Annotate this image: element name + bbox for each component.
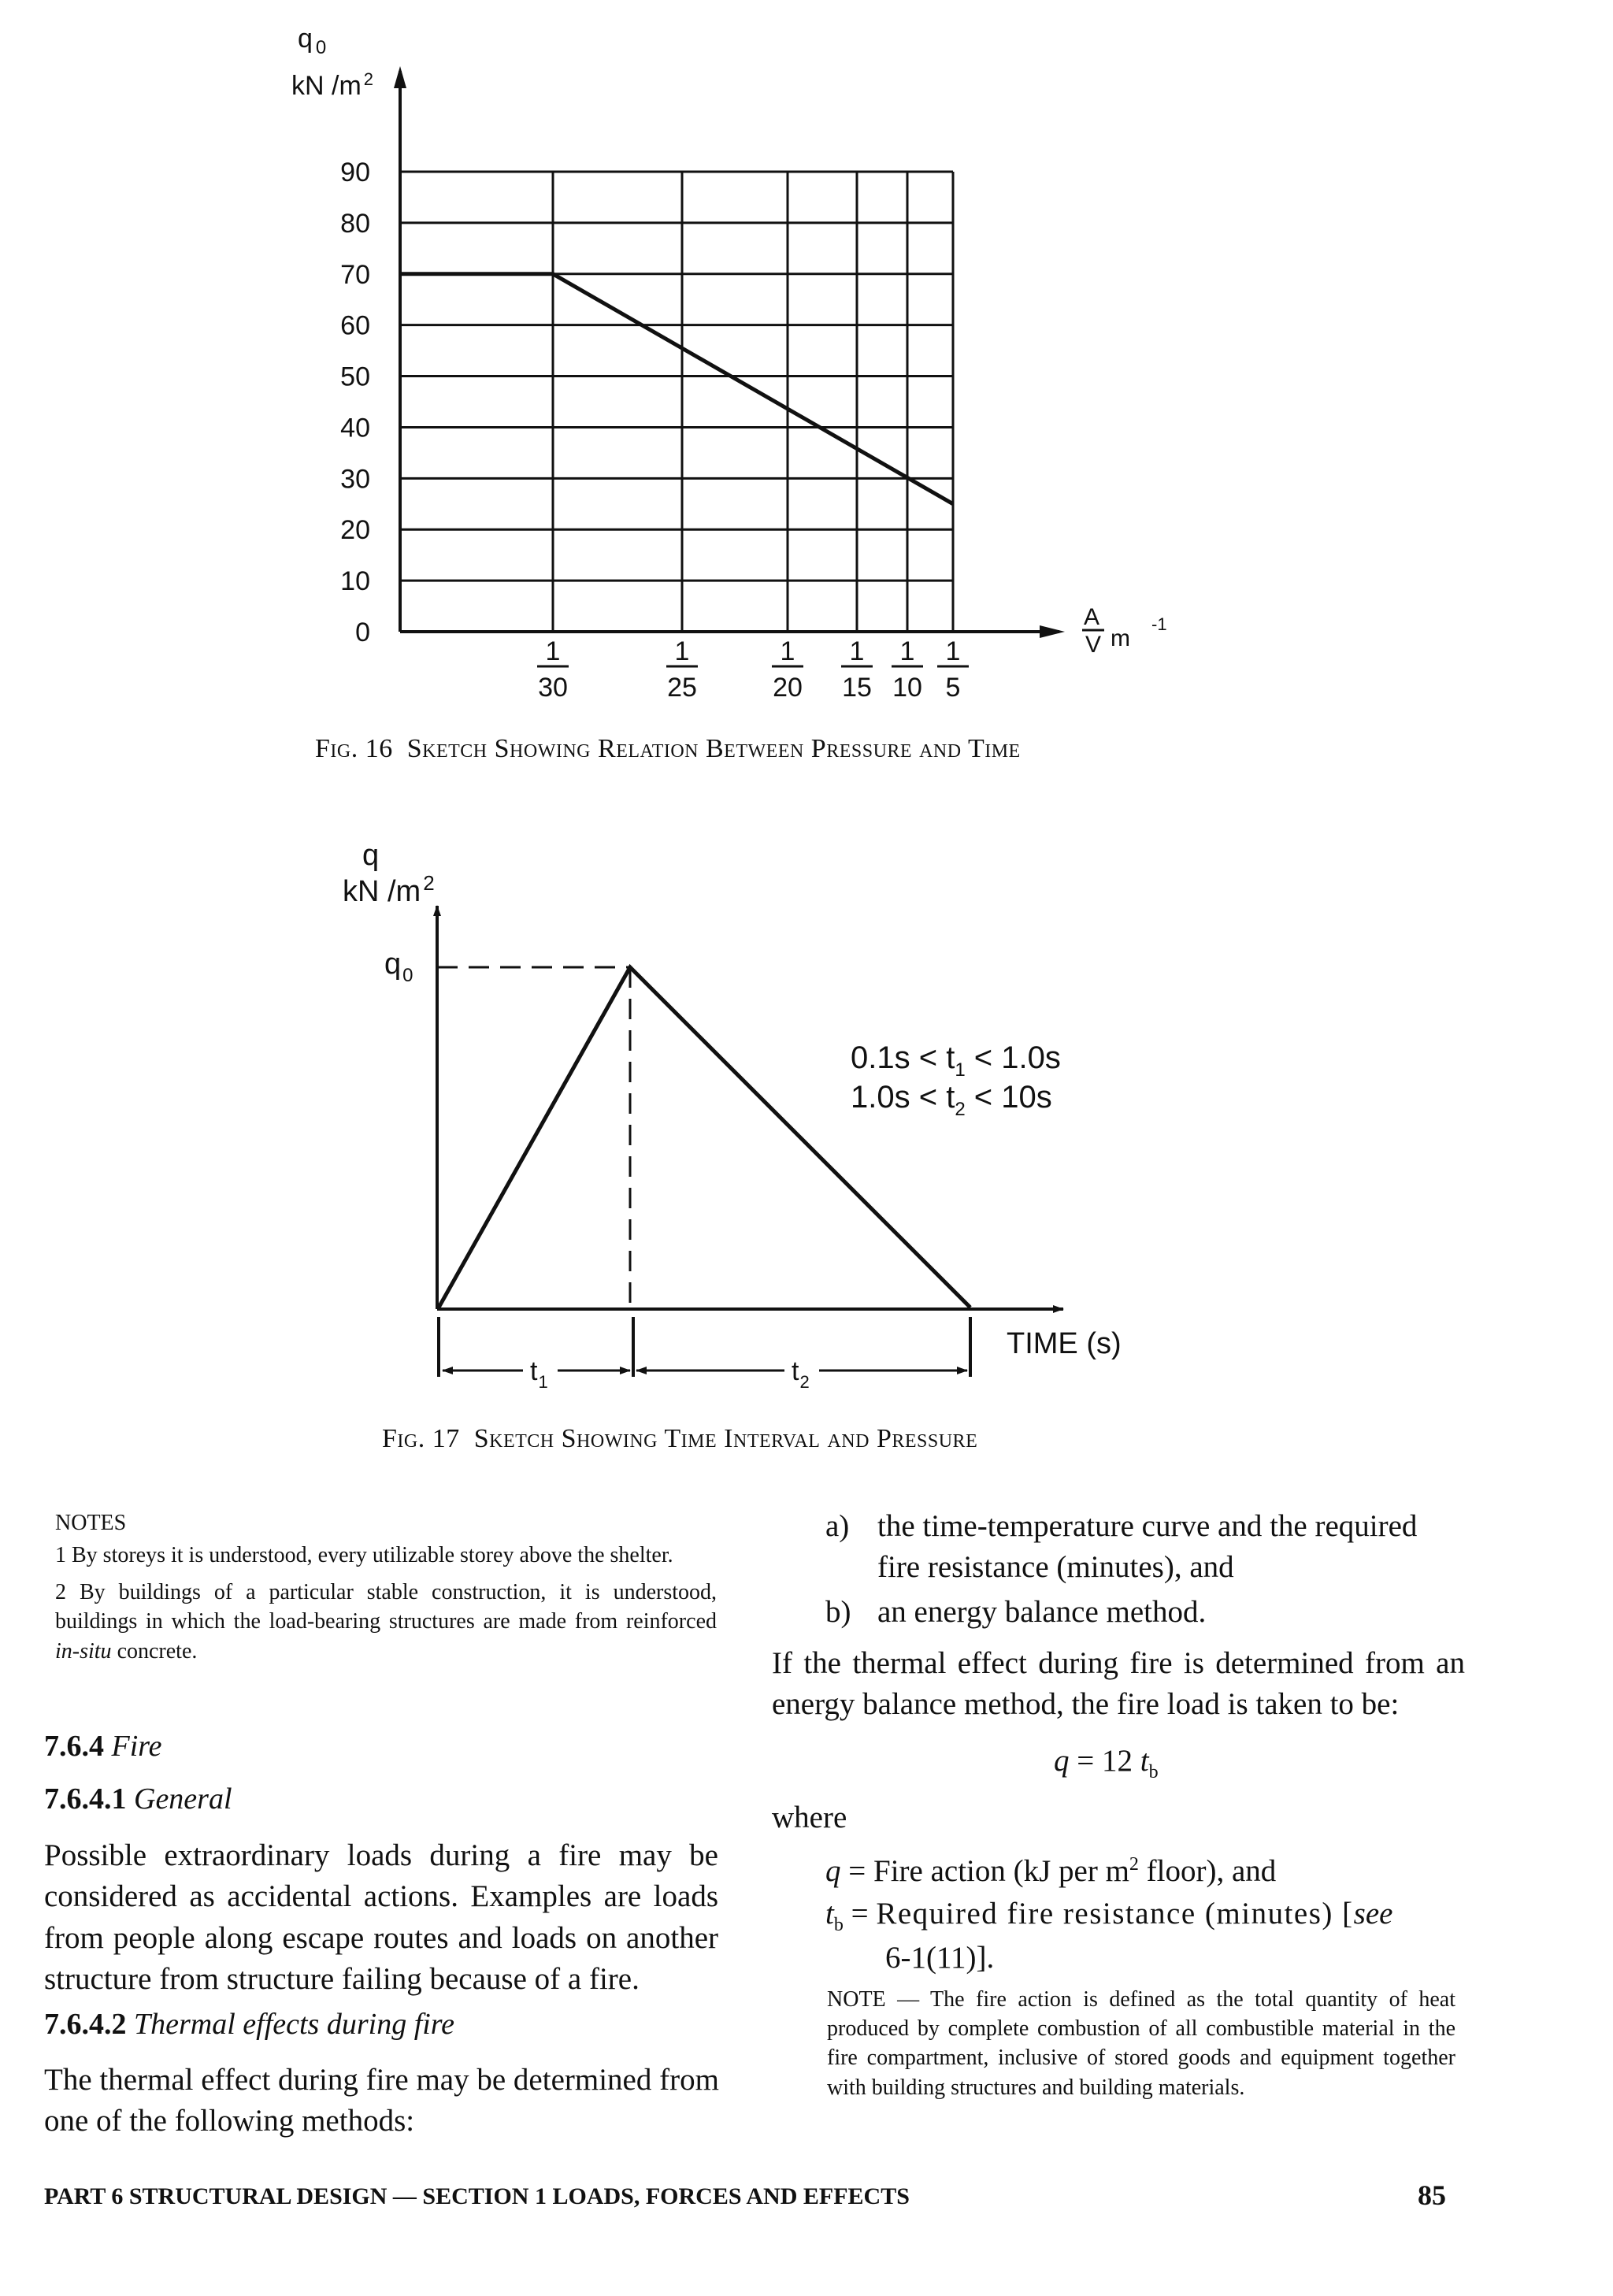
equation-mid: = 12: [1069, 1744, 1140, 1778]
fig16-xlabel-V: V: [1085, 632, 1102, 658]
fig17-ylabel-unit: kN /m $^2$: [343, 871, 435, 908]
fig16-caption-num: Fig. 16: [315, 734, 393, 763]
fig16-x-tick-numerator: 1: [899, 636, 915, 666]
note-2-number: 2: [55, 1580, 66, 1605]
fig16-series: [400, 274, 953, 504]
fig16-xlabel-unit-sup: -1: [1151, 614, 1167, 634]
method-item-a: [825, 1506, 1455, 1589]
fig16-y-tick-label: 50: [340, 362, 370, 392]
fig16-ylabel-symbol: q $_0$: [298, 24, 327, 58]
method-item-a-text: the time-temperature curve and the required fire resistance (minutes), and: [877, 1509, 1418, 1585]
method-item-b-label: b): [825, 1594, 851, 1629]
note-2-italic: in-situ: [55, 1638, 112, 1664]
method-item-a-label: a): [825, 1509, 850, 1543]
fig17-ylabel-symbol: q: [362, 839, 380, 872]
fig16-x-tick-denominator: 25: [667, 673, 697, 703]
fig17-caption: [382, 1424, 1327, 1454]
definition-tb-text: Required fire resistance (minutes) [: [876, 1897, 1354, 1931]
fig16-grid: [400, 172, 953, 632]
fig16-xlabel-unit: m: [1111, 625, 1130, 651]
fig17-peak-label: $q_0$: [384, 948, 413, 986]
definition-tb-symbol: t: [825, 1897, 834, 1931]
fig17-condition-t1: $0.1s < t_1 < 1.0s$: [851, 1040, 1061, 1081]
fig17-caption-num: Fig. 17: [382, 1424, 460, 1453]
fig16-axes: [394, 66, 1065, 638]
section-7-6-4-1-number: 7.6.4.1: [44, 1782, 127, 1816]
energy-balance-paragraph: If the thermal effect during fire is determined from an energy balance method, the fire load is taken to be:: [772, 1646, 1465, 1722]
definition-tb-see: see: [1353, 1897, 1393, 1931]
fig17-chart: [0, 819, 1613, 1402]
fig16-x-tick-denominator: 10: [892, 673, 922, 703]
definition-q: [825, 1851, 1455, 1892]
fig16-x-tick-label: [841, 636, 873, 703]
fig16-x-tick-denominator: 15: [842, 673, 872, 703]
definition-q-text: Fire action (kJ per m: [873, 1854, 1129, 1888]
note-1: [55, 1541, 717, 1570]
equation-t-sub: b: [1148, 1761, 1159, 1782]
section-7-6-4-1-heading: [44, 1782, 232, 1816]
fig16-y-tick-label: 10: [340, 566, 370, 597]
fig16-y-tick-label: 40: [340, 413, 370, 443]
note-1-text: By storeys it is understood, every utilizable storey above the shelter.: [72, 1543, 673, 1567]
note-1-number: 1: [55, 1543, 66, 1567]
method-item-b: [825, 1592, 1455, 1633]
fig16-y-tick-label: 90: [340, 158, 370, 187]
fig16-caption-text: Sketch Showing Relation Between Pressure and Time: [406, 734, 1021, 763]
fig16-x-tick-numerator: 1: [945, 636, 961, 666]
fig17-condition-t2: $1.0s < t_2 < 10s$: [851, 1080, 1052, 1120]
fig17-x-axis-label: TIME (s): [1007, 1327, 1122, 1360]
definition-tb-ref: 6-1(11)].: [885, 1940, 995, 1975]
fig16-series-line: [400, 274, 953, 504]
section-7-6-4-title: Fire: [111, 1730, 162, 1763]
fig16-x-tick-denominator: 5: [945, 673, 961, 703]
definition-tb-equals: =: [843, 1897, 877, 1931]
section-7-6-4-1-title: General: [134, 1782, 232, 1816]
fig16-x-tick-numerator: 1: [780, 636, 795, 666]
fig16-y-tick-label: 70: [340, 259, 370, 290]
fire-action-note: NOTE — The fire action is defined as the total quantity of heat produced by complete combustion of all combustible material in the fire compartment, inclusive of stored goods and equipment together with building structures and building materials.: [827, 1987, 1455, 2100]
fire-load-equation: [1054, 1741, 1159, 1785]
fig16-xlabel: [1081, 604, 1167, 658]
fig17-t1-label: $t_1$: [530, 1356, 548, 1392]
fig16-x-tick-numerator: 1: [674, 636, 690, 666]
fig16-x-tick-label: [937, 636, 969, 703]
fig16-x-axis-arrow: [1040, 625, 1065, 638]
fig16-xlabel-A: A: [1084, 604, 1100, 630]
fig16-x-tick-label: [892, 636, 923, 703]
fig16-x-tick-labels: [537, 636, 969, 703]
section-7-6-4-2-heading: [44, 2007, 454, 2042]
notes-block: [55, 1511, 717, 1666]
fig16-y-tick-label: 80: [340, 208, 370, 239]
definition-q-equals: =: [840, 1854, 873, 1888]
method-list: [825, 1506, 1455, 1633]
fig16-x-tick-label: [772, 636, 803, 703]
definition-q-text-end: floor), and: [1138, 1854, 1277, 1888]
fig16-y-tick-labels: [340, 158, 370, 647]
note-2: [55, 1578, 717, 1666]
fig17-caption-text: Sketch Showing Time Interval and Pressure: [473, 1424, 978, 1453]
fig16-x-tick-denominator: 30: [538, 673, 568, 703]
fig16-x-tick-numerator: 1: [545, 636, 561, 666]
fig17-series-line: [439, 967, 970, 1307]
fig16-x-tick-denominator: 20: [773, 673, 803, 703]
equation-q: q: [1054, 1744, 1070, 1778]
note-2-text-end: concrete.: [111, 1638, 198, 1664]
definition-q-sup: 2: [1129, 1854, 1139, 1875]
fig16-x-tick-label: [666, 636, 698, 703]
definition-tb: [825, 1894, 1455, 1979]
section-7-6-4-heading: [44, 1729, 162, 1764]
definition-q-symbol: q: [825, 1854, 841, 1888]
fig16-chart: [0, 0, 1613, 725]
fig16-x-tick-numerator: 1: [849, 636, 865, 666]
fig16-x-tick-label: [537, 636, 569, 703]
definition-tb-sub: b: [833, 1914, 844, 1935]
equation-t: t: [1140, 1744, 1149, 1778]
fig17-t2-label: $t_2$: [792, 1356, 810, 1392]
fig16-y-tick-label: 30: [340, 464, 370, 495]
fig16-y-axis-arrow: [394, 66, 406, 88]
where-label: where: [772, 1801, 847, 1834]
section-7-6-4-2-number: 7.6.4.2: [44, 2008, 127, 2041]
note-2-text: By buildings of a particular stable construction, it is understood, buildings in which the load-bearing structures are made from reinforced: [55, 1580, 717, 1634]
fig16-ylabel-unit: kN /m $^2$: [291, 69, 374, 101]
fig16-y-tick-label: 60: [340, 310, 370, 341]
fig16-caption: [315, 734, 1339, 764]
thermal-effects-paragraph: The thermal effect during fire may be determined from one of the following methods:: [44, 2063, 719, 2138]
fig16-y-tick-label: 0: [355, 618, 370, 647]
method-item-b-text: an energy balance method.: [877, 1594, 1207, 1629]
section-7-6-4-number: 7.6.4: [44, 1730, 104, 1763]
footer-page-number: 85: [1418, 2179, 1446, 2211]
section-7-6-4-2-title: Thermal effects during fire: [134, 2008, 455, 2041]
fig16-y-tick-label: 20: [340, 515, 370, 546]
notes-heading: NOTES: [55, 1511, 127, 1535]
footer-running-title: PART 6 STRUCTURAL DESIGN — SECTION 1 LOADS, FORCES AND EFFECTS: [44, 2183, 910, 2209]
general-paragraph: Possible extraordinary loads during a fire may be considered as accidental actions. Examples are loads from people along escape routes and loads on another structure from structure failing because of a fire.: [44, 1838, 718, 1996]
